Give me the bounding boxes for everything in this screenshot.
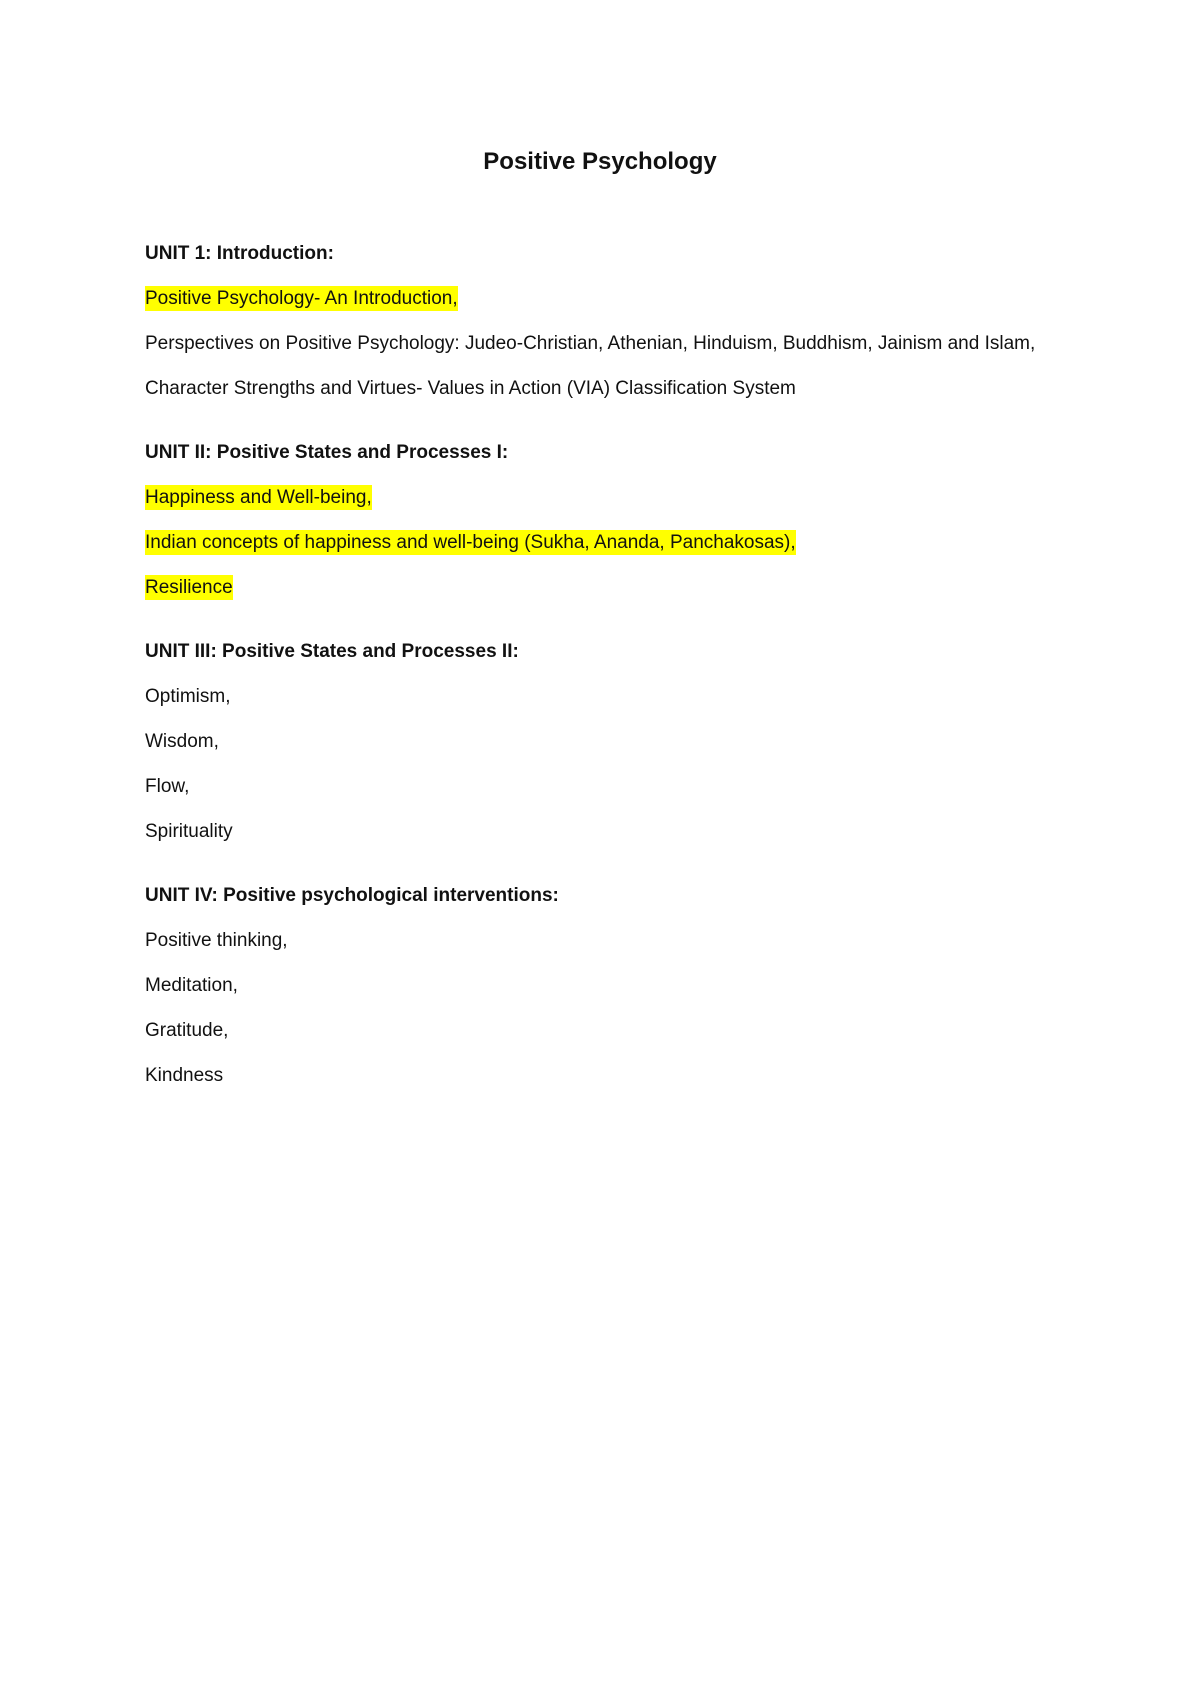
list-item: Character Strengths and Virtues- Values in Action (VIA) Classification System xyxy=(145,378,796,399)
list-item: Meditation, xyxy=(145,975,238,996)
unit-1-section xyxy=(145,240,1065,403)
list-item xyxy=(145,574,1065,602)
page-title: Positive Psychology xyxy=(483,148,717,175)
list-item: Flow, xyxy=(145,776,190,797)
list-item xyxy=(145,529,1065,557)
unit-3-section xyxy=(145,638,1065,846)
list-item xyxy=(145,484,1065,512)
unit-heading: UNIT II: Positive States and Processes I: xyxy=(145,442,509,463)
list-item: Spirituality xyxy=(145,821,233,842)
list-item: Positive thinking, xyxy=(145,930,288,951)
highlighted-text: Indian concepts of happiness and well-being (Sukha, Ananda, Panchakosas), xyxy=(145,532,796,553)
highlighted-text: Happiness and Well-being, xyxy=(145,487,372,508)
document-body xyxy=(145,240,1065,1126)
list-item xyxy=(145,285,1065,313)
list-item: Wisdom, xyxy=(145,731,219,752)
unit-heading: UNIT III: Positive States and Processes II: xyxy=(145,641,519,662)
unit-2-section xyxy=(145,439,1065,602)
highlighted-text: Positive Psychology- An Introduction, xyxy=(145,288,458,309)
unit-heading: UNIT 1: Introduction: xyxy=(145,243,334,264)
list-item: Optimism, xyxy=(145,686,231,707)
list-item: Kindness xyxy=(145,1065,224,1086)
unit-heading: UNIT IV: Positive psychological interventions: xyxy=(145,885,559,906)
list-item: Perspectives on Positive Psychology: Judeo-Christian, Athenian, Hinduism, Buddhism, Jainism and Islam, xyxy=(145,333,1036,354)
list-item: Gratitude, xyxy=(145,1020,229,1041)
highlighted-text: Resilience xyxy=(145,577,233,598)
unit-4-section xyxy=(145,882,1065,1090)
